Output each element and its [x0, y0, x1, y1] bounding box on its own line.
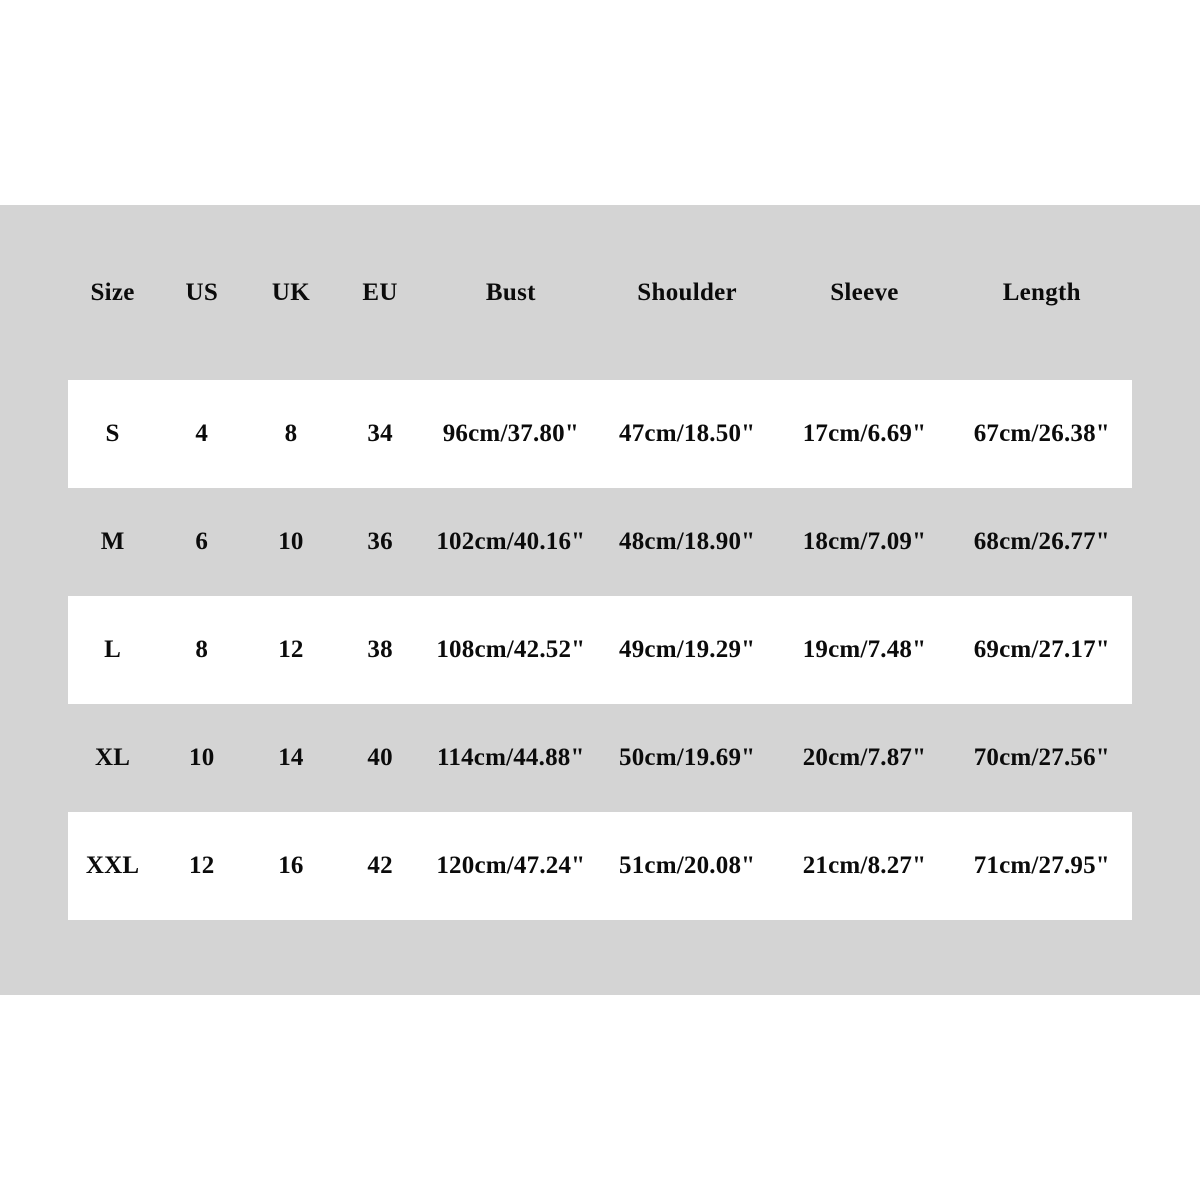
- cell-size: XXL: [68, 812, 157, 920]
- cell-sleeve: 17cm/6.69": [777, 380, 951, 488]
- cell-bust: 120cm/47.24": [425, 812, 597, 920]
- cell-bust: 114cm/44.88": [437, 744, 585, 771]
- cell-length: 69cm/27.17": [952, 596, 1132, 704]
- cell-sleeve: 19cm/7.48": [777, 596, 951, 704]
- column-header-length: Length: [1002, 278, 1081, 306]
- cell-shoulder: 50cm/19.69": [619, 744, 756, 771]
- cell-sleeve: 21cm/8.27": [777, 812, 951, 920]
- cell-uk: 16: [246, 812, 335, 920]
- cell-size: S: [68, 380, 157, 488]
- cell-sleeve: 20cm/7.87": [802, 744, 927, 771]
- cell-length: 71cm/27.95": [952, 812, 1132, 920]
- column-header-uk: UK: [271, 278, 310, 306]
- cell-us: 6: [195, 528, 209, 555]
- cell-uk: 14: [278, 744, 304, 771]
- table-row: [68, 704, 1132, 812]
- cell-shoulder: 48cm/18.90": [619, 528, 756, 555]
- cell-size: L: [68, 596, 157, 704]
- cell-us: 4: [157, 380, 246, 488]
- column-header-size: Size: [90, 278, 135, 306]
- column-header-sleeve: Sleeve: [830, 278, 899, 306]
- cell-shoulder: 49cm/19.29": [597, 596, 777, 704]
- column-header-us: US: [185, 278, 219, 306]
- cell-size: M: [100, 528, 125, 555]
- cell-us: 8: [157, 596, 246, 704]
- cell-eu: 34: [336, 380, 425, 488]
- column-header-shoulder: Shoulder: [637, 278, 737, 306]
- cell-shoulder: 47cm/18.50": [597, 380, 777, 488]
- cell-eu: 42: [336, 812, 425, 920]
- cell-length: 68cm/26.77": [973, 528, 1110, 555]
- cell-us: 12: [157, 812, 246, 920]
- cell-bust: 108cm/42.52": [425, 596, 597, 704]
- table-header-row: [68, 205, 1132, 380]
- table-row: [68, 812, 1132, 920]
- cell-length: 70cm/27.56": [973, 744, 1110, 771]
- cell-uk: 10: [278, 528, 304, 555]
- cell-uk: 8: [246, 380, 335, 488]
- cell-uk: 12: [246, 596, 335, 704]
- cell-sleeve: 18cm/7.09": [802, 528, 927, 555]
- bottom-margin: [0, 995, 1200, 1200]
- cell-shoulder: 51cm/20.08": [597, 812, 777, 920]
- table-row: [68, 488, 1132, 596]
- table-row: [68, 380, 1132, 488]
- cell-size: XL: [95, 744, 131, 771]
- cell-us: 10: [189, 744, 215, 771]
- cell-eu: 36: [367, 528, 393, 555]
- cell-bust: 96cm/37.80": [425, 380, 597, 488]
- size-chart-table: [68, 205, 1132, 920]
- cell-length: 67cm/26.38": [952, 380, 1132, 488]
- cell-bust: 102cm/40.16": [436, 528, 586, 555]
- size-chart-container: [0, 205, 1200, 995]
- table-row: [68, 596, 1132, 704]
- column-header-eu: EU: [362, 278, 398, 306]
- cell-eu: 40: [367, 744, 393, 771]
- column-header-bust: Bust: [485, 278, 536, 306]
- cell-eu: 38: [336, 596, 425, 704]
- top-margin: [0, 0, 1200, 205]
